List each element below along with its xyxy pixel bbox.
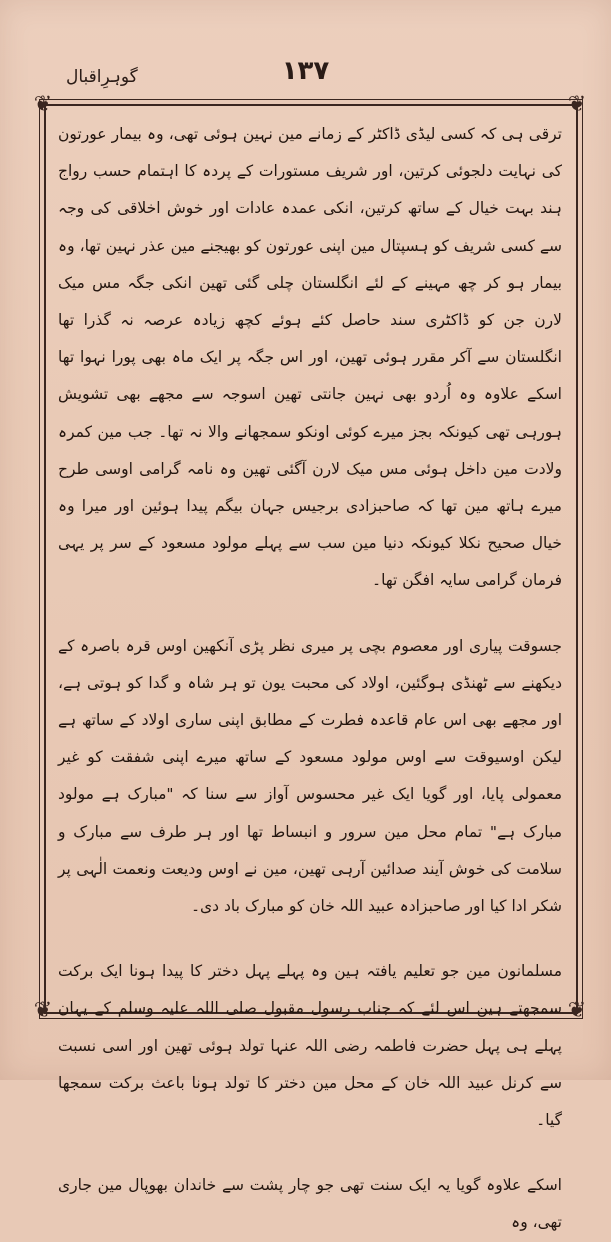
floral-corner-ornament-icon: ❦ — [33, 92, 53, 117]
paragraph: مسلمانون مین جو تعلیم یافتہ ہین وہ پہلے پہل دختر کا پیدا ہونا ایک برکت سمجھتے ہین اس لئے کہ جناب رسول مقبول صلی اللہ علیہ وسلم کے یہان پہلے ہی پہل حضرت فاطمہ رضی اللہ عنہا تولد ہوئی تھین اور اسی نسبت سے کرنل عبید اللہ خان کے محل مین دختر کا تولد ہونا باعث برکت سمجھا گیا۔ — [58, 962, 562, 1130]
paragraph: اسکے علاوہ گویا یہ ایک سنت تھی جو چار پشت سے خاندان بھوپال مین جاری تھی، وہ — [58, 1176, 562, 1232]
paragraph: ترقی ہی کہ کسی لیڈی ڈاکٹر کے زمانے مین نہین ہوئی تھی، وہ بیمار عورتون کی نہایت دلجوئی کرتین، اور شریف مستورات کے پردہ کا اہتمام حسب رواج ہند بہت خیال کے ساتھ کرتین، انکی عمدہ عادات اور خوش اخلاقی کی وجہ سے کسی شریف کو ہسپتال مین اپنی عورتون کو بھیجنے مین عذر نہین تھا، وہ بیمار ہو کر چھ مہینے کے لئے انگلستان چلی گئی تھین انکی جگہ مس میک لارن جن کو ڈاکٹری سند حاصل کئے ہوئے کچھ زیادہ عرصہ نہ گذرا تھا انگلستان سے آکر مقرر ہوئی تھین، اور اس جگہ پر ایک ماہ بھی پورا نہوا تھا اسکے علاوہ وہ اُردو بھی نہین جانتی تھین اسوجہ سے مجھے بھی تشویش ہورہی تھی کیونکہ بجز میرے کوئی اونکو سمجھانے والا نہ تھا۔ جب مین کمرہ ولادت مین داخل ہوئی مس میک لارن آگئی تھین وہ نامہ گرامی اوسی طرح میرے ہاتھ مین تھا کہ صاحبزادی برجیس جہان بیگم پیدا ہوئین اور میرا وہ خیال صحیح نکلا کیونکہ دنیا مین سب سے پہلے مولود مسعود کے سر پر یہی فرمان گرامی سایہ افگن تھا۔ — [58, 125, 562, 590]
body-text — [58, 116, 562, 1242]
page-number: ۱۳۷ — [281, 56, 330, 86]
paragraph: جسوقت پیاری اور معصوم بچی پر میری نظر پڑی آنکھین اوس قرہ باصرہ کے دیکھنے سے ٹھنڈی ہوگئین، اولاد کی محبت یون تو ہر شاہ و گدا کو ہوتی ہے، اور مجھے بھی اس عام قاعدہ فطرت کے مطابق اپنی ساری اولاد کے ساتھ ہے لیکن اوسیوقت سے اوس مولود مسعود کے ساتھ میرے اپنی شفقت کو غیر معمولی پایا، اور گویا ایک غیر محسوس آواز سے سنا کہ "مبارک ہے مولود مبارک ہے" تمام محل مین سرور و انبساط تھا اور ہر طرف سے مبارک و سلامت کی خوش آیند صدائین آرہی تھین، مین نے اوس ودیعت ونعمت الٰہی پر شکر ادا کیا اور صاحبزادہ عبید اللہ خان کو مبارک باد دی۔ — [58, 636, 562, 916]
running-title: گوہرِاقبال — [66, 67, 138, 87]
floral-corner-ornament-icon: ❦ — [33, 998, 53, 1023]
floral-corner-ornament-icon: ❦ — [567, 998, 587, 1023]
floral-corner-ornament-icon: ❦ — [567, 92, 587, 117]
